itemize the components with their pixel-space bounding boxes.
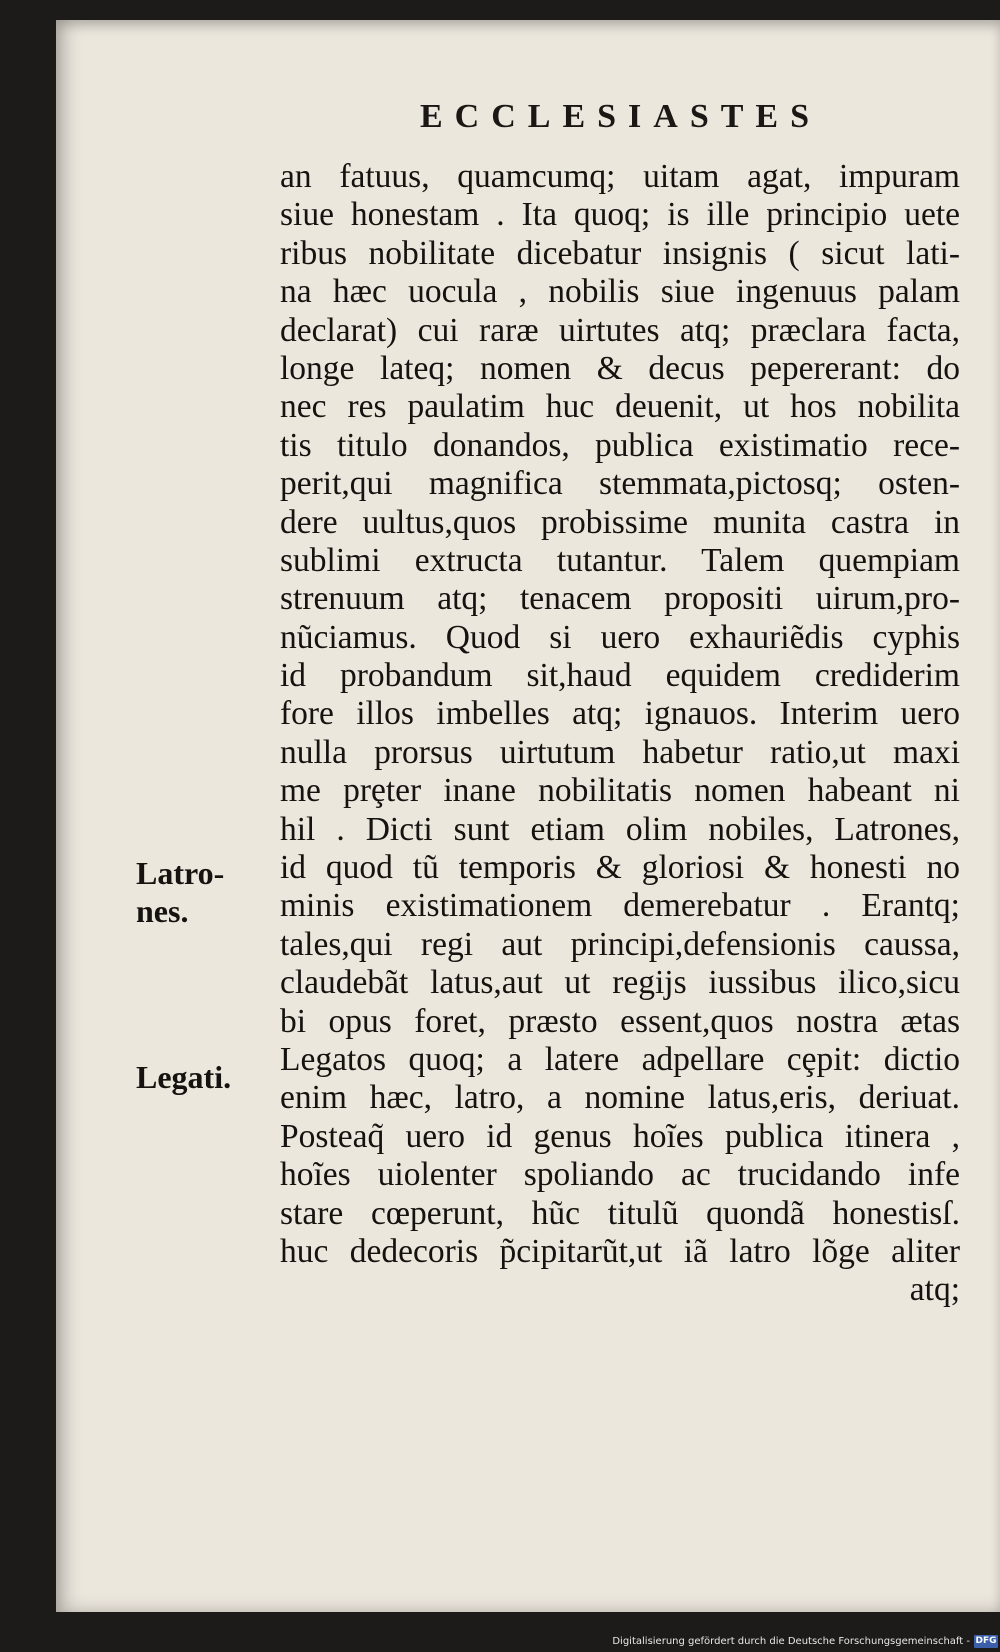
text-line: id quod tũ temporis & gloriosi & honesti no: [280, 849, 960, 887]
text-line: dere uultus,quos probissime munita castra in: [280, 503, 960, 541]
margin-note-line: Latro-: [136, 855, 225, 891]
text-line: perit,qui magnifica stemmata,pictosq; osten-: [280, 465, 960, 503]
text-line: declarat) cui raræ uirtutes atq; præclara facta,: [280, 311, 960, 349]
text-line: na hæc uocula , nobilis siue ingenuus palam: [280, 273, 960, 311]
text-line: sublimi extructa tutantur. Talem quempiam: [280, 541, 960, 579]
text-line: huc dedecoris p̃cipitarũt,ut iã latro lõge aliter: [280, 1232, 960, 1270]
dfg-logo: DFG: [975, 1636, 997, 1646]
text-line: Posteaq̃ uero id genus hoĩes publica itinera ,: [280, 1117, 960, 1155]
text-line: me prȩter inane nobilitatis nomen habeant ni: [280, 772, 960, 810]
text-line: Legatos quoq; a latere adpellare cȩpit: dictio: [280, 1040, 960, 1078]
text-line: ribus nobilitate dicebatur insignis ( sicut lati-: [280, 234, 960, 272]
text-line: bi opus foret, præsto essent,quos nostra ætas: [280, 1002, 960, 1040]
text-line: nec res paulatim huc deuenit, ut hos nobilita: [280, 388, 960, 426]
running-head: ECCLESIASTES: [420, 98, 822, 135]
text-line: enim hæc, latro, a nomine latus,eris, deriuat.: [280, 1079, 960, 1117]
text-line: longe lateq; nomen & decus pepererant: do: [280, 349, 960, 387]
text-line: nulla prorsus uirtutum habetur ratio,ut maxi: [280, 733, 960, 771]
text-line: stare cœperunt, hũc titulũ quondã honestisſ.: [280, 1194, 960, 1232]
catchword: atq;: [909, 1271, 960, 1309]
text-line: fore illos imbelles atq; ignauos. Interim uero: [280, 695, 960, 733]
text-line: id probandum sit,haud equidem crediderim: [280, 657, 960, 695]
text-line: strenuum atq; tenacem propositi uirum,pro-: [280, 580, 960, 618]
text-line: an fatuus, quamcumq; uitam agat, impuram: [280, 158, 960, 195]
text-line: nũciamus. Quod si uero exhauriẽdis cyphis: [280, 618, 960, 656]
text-line: claudebãt latus,aut ut regijs iussibus ilico,sicu: [280, 964, 960, 1002]
funding-credit: Digitalisierung gefördert durch die Deutsche Forschungsgemeinschaft -: [612, 1636, 970, 1647]
margin-note-latrones: [136, 854, 224, 930]
body-text: [280, 158, 960, 1310]
margin-note-line: nes.: [136, 893, 189, 929]
text-line: tis titulo donandos, publica existimatio rece-: [280, 426, 960, 464]
margin-note-legati: Legati.: [136, 1059, 232, 1095]
text-line: tales,qui regi aut principi,defensionis caussa,: [280, 925, 960, 963]
text-line: hil . Dicti sunt etiam olim nobiles, Latrones,: [280, 810, 960, 848]
text-line: siue honestam . Ita quoq; is ille principio uete: [280, 196, 960, 234]
text-line: minis existimationem demerebatur . Erantq;: [280, 887, 960, 925]
text-line: hoĩes uiolenter spoliando ac trucidando infe: [280, 1156, 960, 1194]
